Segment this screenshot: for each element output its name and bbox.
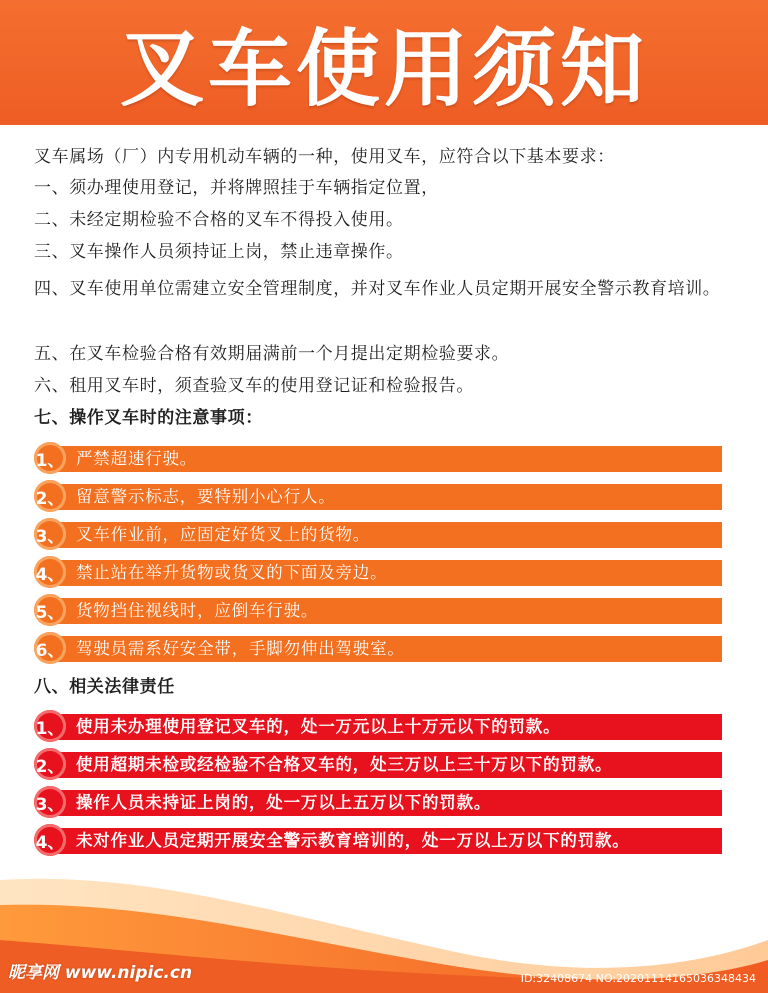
caution-item [36,446,722,472]
caution-text: 叉车作业前，应固定好货叉上的货物。 [76,525,371,544]
intro-paragraph: 叉车属场（厂）内专用机动车辆的一种，使用叉车，应符合以下基本要求： [34,147,615,167]
penalty-item [36,752,722,778]
watermark-site: 昵享网 www.nipic.cn [8,963,193,983]
requirement-5: 五、在叉车检验合格有效期届满前一个月提出定期检验要求。 [34,344,510,364]
caution-item [36,636,722,662]
caution-item [36,560,722,586]
requirement-2: 二、未经定期检验不合格的叉车不得投入使用。 [34,210,404,230]
number-badge: 1、 [34,710,66,742]
number-badge: 6、 [34,632,66,664]
number-badge: 5、 [34,594,66,626]
number-badge: 2、 [34,480,66,512]
number-badge: 3、 [34,786,66,818]
number-badge: 4、 [34,556,66,588]
penalty-text: 使用未办理使用登记叉车的，处一万元以上十万元以下的罚款。 [76,717,561,736]
number-badge: 4、 [34,824,66,856]
watermark-id: ID:32408674 NO:20201114165036348434 [520,972,756,985]
penalty-text: 操作人员未持证上岗的，处一万以上五万以下的罚款。 [76,793,492,812]
requirement-3: 三、叉车操作人员须持证上岗，禁止违章操作。 [34,242,404,262]
penalty-text: 使用超期未检或经检验不合格叉车的，处三万以上三十万以下的罚款。 [76,755,613,774]
number-badge: 3、 [34,518,66,550]
penalty-text: 未对作业人员定期开展安全警示教育培训的，处一万以上万以下的罚款。 [76,831,630,850]
section-7-heading: 七、操作叉车时的注意事项： [34,408,263,428]
caution-item [36,484,722,510]
header-banner [0,0,768,125]
number-badge: 2、 [34,748,66,780]
caution-text: 货物挡住视线时，应倒车行驶。 [76,601,319,620]
requirement-1: 一、须办理使用登记，并将牌照挂于车辆指定位置， [34,178,439,198]
caution-text: 留意警示标志，要特别小心行人。 [76,487,336,506]
caution-item [36,598,722,624]
caution-text: 严禁超速行驶。 [76,449,198,468]
caution-text: 驾驶员需系好安全带，手脚勿伸出驾驶室。 [76,639,405,658]
penalty-item [36,790,722,816]
penalty-item [36,714,722,740]
requirement-4: 四、叉车使用单位需建立安全管理制度，并对叉车作业人员定期开展安全警示教育培训。 [34,279,721,299]
number-badge: 1、 [34,442,66,474]
page-title: 叉车使用须知 [119,20,648,118]
requirement-6: 六、租用叉车时，须查验叉车的使用登记证和检验报告。 [34,376,474,396]
penalty-item [36,828,722,854]
section-8-heading: 八、相关法律责任 [34,677,175,697]
caution-item [36,522,722,548]
caution-text: 禁止站在举升货物或货叉的下面及旁边。 [76,563,388,582]
